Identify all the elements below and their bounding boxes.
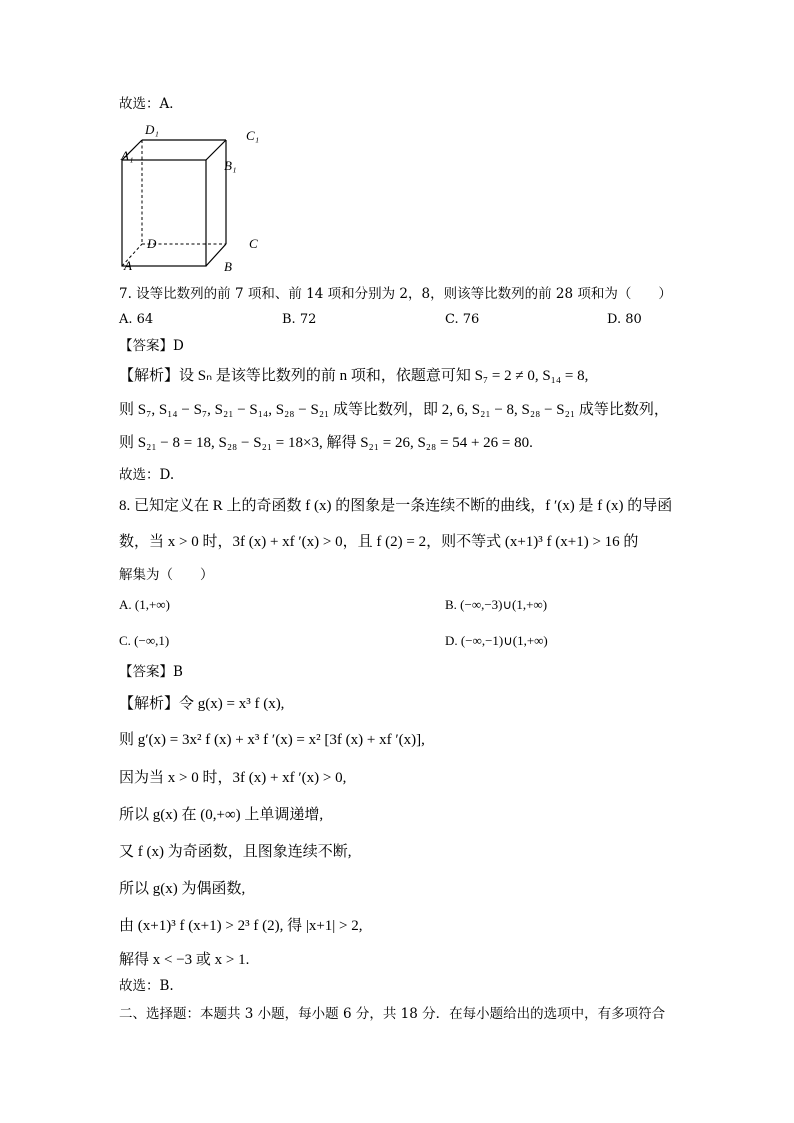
q7-analysis-line-1: 【解析】设 Sₙ 是该等比数列的前 n 项和，依题意可知 S₇ = 2 ≠ 0, S₁₄ = 8, bbox=[119, 368, 589, 384]
q7-option-d: D. 80 bbox=[607, 312, 642, 327]
q7-stem: 7. 设等比数列的前 7 项和、前 14 项和分别为 2，8，则该等比数列的前 28 项和为（ ） bbox=[119, 286, 672, 302]
q7-analysis-line-3: 则 S₂₁ − 8 = 18, S₂₈ − S₂₁ = 18×3, 解得 S₂₁ = 26, S₂₈ = 54 + 26 = 80. bbox=[119, 435, 533, 451]
q7-conclusion: 故选：D. bbox=[119, 467, 175, 483]
label-D1: D₁ bbox=[145, 122, 159, 137]
q7-analysis-line-2: 则 S₇, S₁₄ − S₇, S₂₁ − S₁₄, S₂₈ − S₂₁ 成等比数列，即 2, 6, S₂₁ − 8, S₂₈ − S₂₁ 成等比数列， bbox=[119, 402, 669, 418]
q7-option-a: A. 64 bbox=[119, 312, 154, 327]
label-D: D bbox=[147, 236, 157, 251]
q8-stem-line-2: 数，当 x > 0 时，3f (x) + xf ′(x) > 0，且 f (2) = 2，则不等式 (x+1)³ f (x+1) > 16 的 bbox=[119, 534, 639, 550]
q8-option-a: A. (1,+∞) bbox=[119, 597, 170, 612]
label-A1: A₁ bbox=[121, 148, 134, 163]
q8-option-c: C. (−∞,1) bbox=[119, 633, 170, 648]
q8-analysis-line-2: 则 g′(x) = 3x² f (x) + x³ f ′(x) = x² [3f (x) + xf ′(x)], bbox=[119, 732, 425, 748]
label-C1: C₁ bbox=[246, 128, 260, 143]
q8-analysis-line-7: 由 (x+1)³ f (x+1) > 2³ f (2), 得 |x+1| > 2, bbox=[119, 918, 363, 934]
q8-option-d: D. (−∞,−1)∪(1,+∞) bbox=[445, 633, 548, 648]
q8-stem-line-1: 8. 已知定义在 R 上的奇函数 f (x) 的图象是一条连续不断的曲线，f ′(x) 是 f (x) 的导函 bbox=[119, 498, 673, 514]
label-C: C bbox=[249, 236, 258, 251]
cuboid-figure bbox=[116, 118, 276, 278]
q8-analysis-line-8: 解得 x < −3 或 x > 1. bbox=[119, 952, 250, 968]
q8-answer: 【答案】B bbox=[119, 664, 183, 680]
q8-analysis-line-3: 因为当 x > 0 时，3f (x) + xf ′(x) > 0, bbox=[119, 770, 347, 786]
q7-option-c: C. 76 bbox=[445, 312, 480, 327]
q8-analysis-line-5: 又 f (x) 为奇函数，且图象连续不断, bbox=[119, 844, 352, 860]
q7-answer: 【答案】D bbox=[119, 338, 184, 354]
label-A: A bbox=[124, 258, 132, 273]
q8-analysis-line-6: 所以 g(x) 为偶函数, bbox=[119, 881, 246, 897]
q8-analysis-line-4: 所以 g(x) 在 (0,+∞) 上单调递增, bbox=[119, 807, 324, 823]
label-B: B bbox=[224, 259, 232, 274]
q8-stem-line-3: 解集为（ ） bbox=[119, 567, 214, 583]
q8-analysis-line-1: 【解析】令 g(x) = x³ f (x), bbox=[119, 696, 285, 712]
q7-option-b: B. 72 bbox=[282, 312, 317, 327]
q8-option-b: B. (−∞,−3)∪(1,+∞) bbox=[445, 597, 548, 612]
q8-conclusion: 故选：B. bbox=[119, 978, 174, 994]
section-2-heading: 二、选择题：本题共 3 小题，每小题 6 分，共 18 分．在每小题给出的选项中，有多项符合 bbox=[119, 1006, 666, 1022]
label-B1: B₁ bbox=[224, 158, 237, 173]
q6-conclusion: 故选：A． bbox=[119, 96, 183, 112]
